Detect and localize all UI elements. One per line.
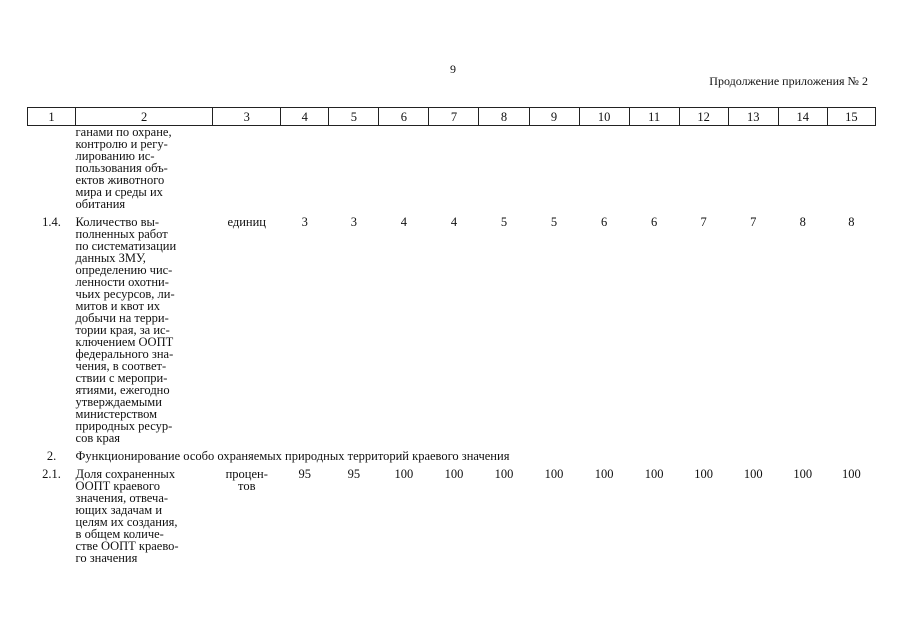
indicator-unit: единиц <box>227 215 266 229</box>
value-cell: 6 <box>651 215 658 229</box>
section-row <box>28 450 876 468</box>
section-title: Функционирование особо охраняемых природных территорий краевого значения <box>75 449 510 463</box>
value-cell <box>629 126 679 217</box>
indicators-table <box>27 107 876 564</box>
value-cell: 100 <box>494 467 514 481</box>
indicator-name: Доля сохраненных ООПТ краевого значения, отвеча- ющих задачам и целям их создания, в общем количе- стве ООПТ краево- го значения <box>75 467 179 565</box>
appendix-continuation-label: Продолжение приложения № 2 <box>709 74 868 88</box>
table-row <box>28 468 876 564</box>
value-cell: 100 <box>694 467 714 481</box>
value-cell: 95 <box>347 467 361 481</box>
value-cell: 4 <box>400 215 408 229</box>
table-row <box>28 126 876 217</box>
value-cell: 100 <box>544 467 564 481</box>
column-header: 9 <box>529 108 579 126</box>
value-cell <box>529 126 579 217</box>
column-header: 11 <box>629 108 679 126</box>
indicator-name: Количество вы- полненных работ по систематизации данных ЗМУ, определению чис- ленности охотни- чьих ресурсов, ли- митов и квот их добычи на терри- тории края, за ис- ключением ООПТ федерального зна- чения, в соответ- ствии с меропри- ятиями, ежегодно утверждаемыми министерством природных ресур- сов края <box>75 215 177 445</box>
column-header: 6 <box>379 108 429 126</box>
value-cell: 5 <box>500 215 508 229</box>
value-cell <box>579 126 629 217</box>
column-number-header-row <box>28 108 876 126</box>
value-cell: 3 <box>301 215 308 229</box>
indicator-unit <box>213 126 281 217</box>
value-cell: 100 <box>394 467 414 481</box>
value-cell <box>479 126 529 217</box>
value-cell: 4 <box>450 215 458 229</box>
column-header: 4 <box>281 108 329 126</box>
value-cell <box>827 126 875 217</box>
value-cell: 100 <box>644 467 664 481</box>
value-cell: 8 <box>848 215 855 229</box>
value-cell: 3 <box>350 215 357 229</box>
value-cell <box>329 126 379 217</box>
section-index: 2. <box>46 449 57 463</box>
value-cell: 6 <box>600 215 608 229</box>
value-cell <box>728 126 778 217</box>
column-header: 1 <box>28 108 76 126</box>
value-cell: 7 <box>750 215 757 229</box>
value-cell: 100 <box>594 467 614 481</box>
row-index: 2.1. <box>42 467 61 481</box>
value-cell: 8 <box>799 215 806 229</box>
column-header: 15 <box>827 108 875 126</box>
value-cell: 100 <box>842 467 861 481</box>
value-cell <box>778 126 827 217</box>
column-header: 7 <box>429 108 479 126</box>
column-header: 10 <box>579 108 629 126</box>
value-cell <box>379 126 429 217</box>
value-cell: 100 <box>793 467 813 481</box>
value-cell: 100 <box>444 467 464 481</box>
indicator-unit: процен- тов <box>225 467 268 493</box>
value-cell: 95 <box>298 467 312 481</box>
column-header: 3 <box>213 108 281 126</box>
column-header: 14 <box>778 108 827 126</box>
column-header: 12 <box>679 108 728 126</box>
page-number: 9 <box>450 62 456 76</box>
value-cell: 5 <box>550 215 558 229</box>
column-header: 13 <box>728 108 778 126</box>
column-header: 5 <box>329 108 379 126</box>
column-header: 8 <box>479 108 529 126</box>
column-header: 2 <box>76 108 213 126</box>
value-cell <box>429 126 479 217</box>
value-cell: 100 <box>743 467 763 481</box>
indicator-name: ганами по охране, контролю и регу- лированию ис- пользования объ- ектов животного мира и среды их обитания <box>75 125 172 211</box>
value-cell <box>281 126 329 217</box>
table-row <box>28 216 876 450</box>
row-index: 1.4. <box>42 215 61 229</box>
row-index <box>28 126 76 217</box>
value-cell: 7 <box>700 215 707 229</box>
value-cell <box>679 126 728 217</box>
